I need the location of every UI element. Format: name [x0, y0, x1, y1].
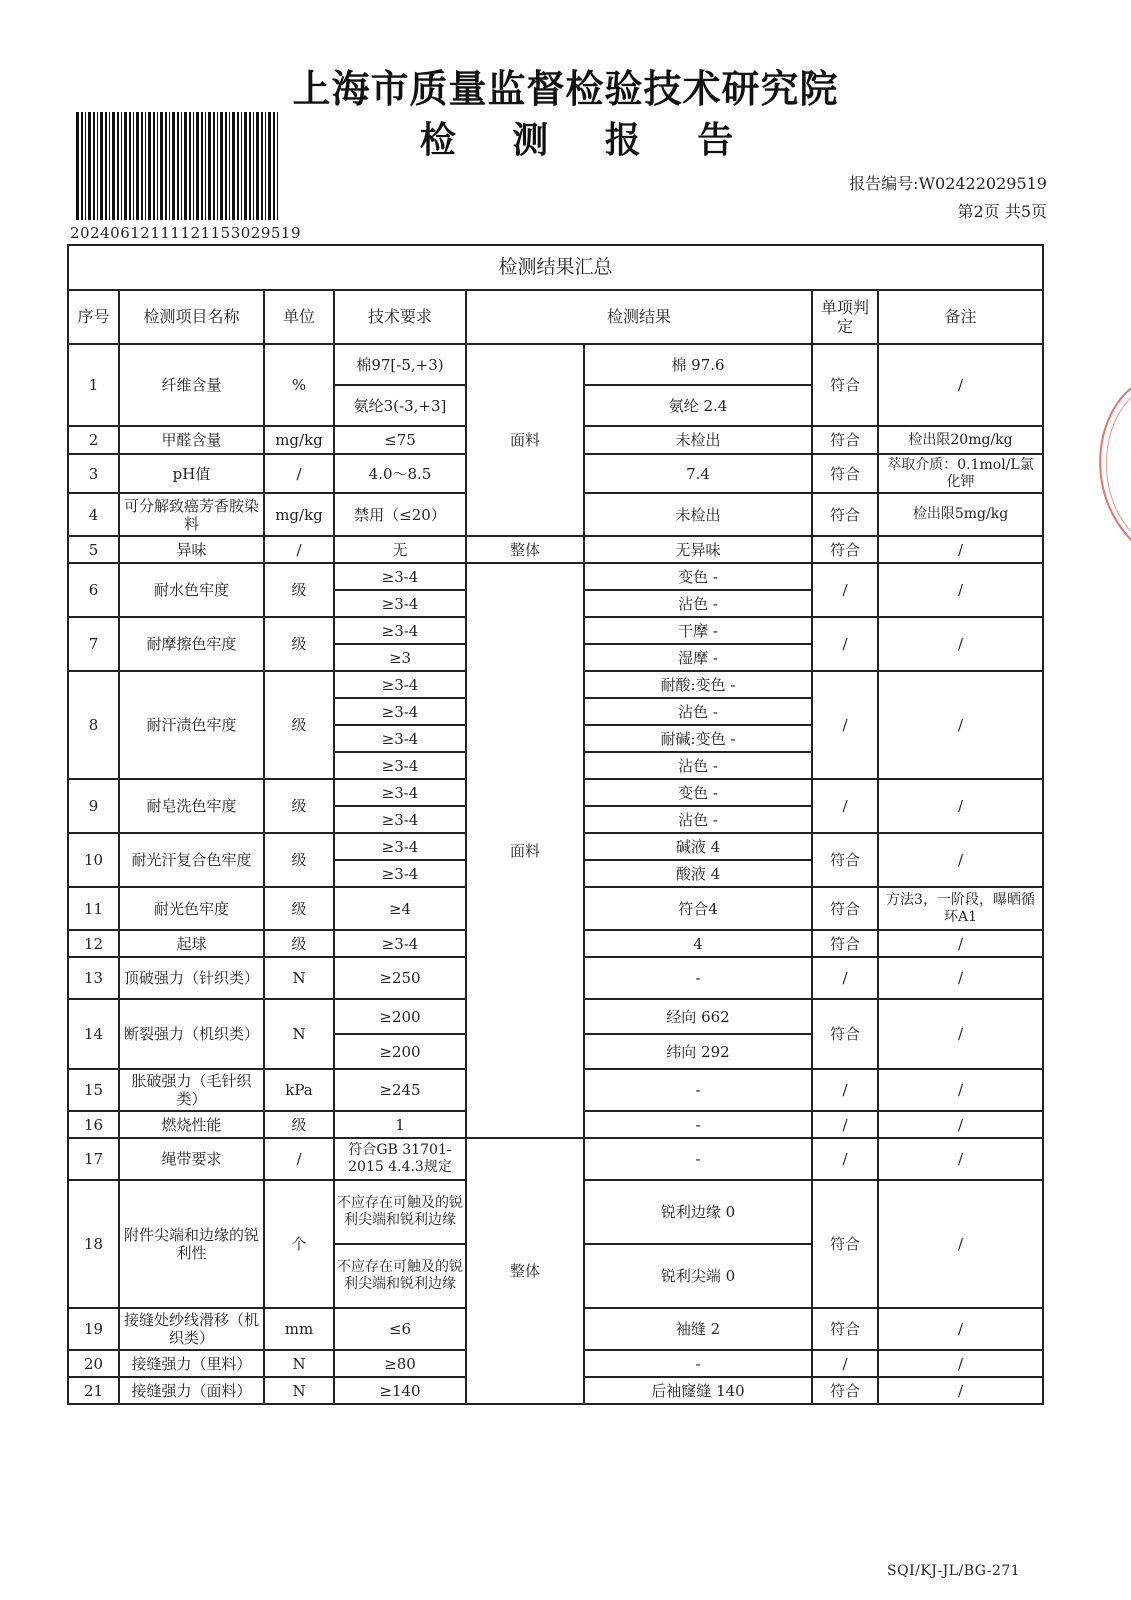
cell-unit: % [264, 344, 334, 426]
cell-seq: 9 [68, 779, 119, 833]
cell-item: 耐光汗复合色牢度 [119, 833, 264, 887]
cell-unit: mg/kg [264, 493, 334, 536]
cell-result: 经向 662 [584, 999, 812, 1034]
cell-item: 接缝处纱线滑移（机织类） [119, 1308, 264, 1350]
barcode-bar [193, 112, 194, 220]
cell-requirement: ≥3-4 [334, 617, 466, 644]
cell-unit: 个 [264, 1180, 334, 1308]
barcode-bar [76, 112, 79, 220]
cell-result: 碱液 4 [584, 833, 812, 860]
barcode-number: 20240612111121153029519 [70, 224, 301, 242]
cell-requirement: ≥200 [334, 999, 466, 1034]
cell-remark: / [878, 1069, 1043, 1111]
barcode-bar [229, 112, 230, 220]
report-number: 报告编号:W02422029519 [849, 174, 1047, 193]
cell-item: 燃烧性能 [119, 1111, 264, 1138]
cell-judgement: / [812, 779, 878, 833]
cell-remark: / [878, 1350, 1043, 1377]
cell-item: 异味 [119, 536, 264, 563]
cell-result: 纬向 292 [584, 1034, 812, 1069]
cell-unit: N [264, 999, 334, 1069]
cell-item: 附件尖端和边缘的锐利性 [119, 1180, 264, 1308]
cell-unit: 级 [264, 1111, 334, 1138]
cell-result: 锐利边缘 0 [584, 1180, 812, 1244]
barcode-bar [93, 112, 95, 220]
barcode-bar [177, 112, 179, 220]
cell-seq: 4 [68, 493, 119, 536]
barcode-bar [124, 112, 127, 220]
cell-unit: 级 [264, 617, 334, 671]
cell-seq: 1 [68, 344, 119, 426]
cell-item: 顶破强力（针织类） [119, 957, 264, 999]
barcode-bar [184, 112, 187, 220]
barcode-bar [205, 112, 206, 220]
cell-seq: 20 [68, 1350, 119, 1377]
institute-name: 上海市质量监督检验技术研究院 [292, 67, 839, 111]
cell-judgement: 符合 [812, 1308, 878, 1350]
cell-requirement: ≥3-4 [334, 806, 466, 833]
barcode-bar [133, 112, 134, 220]
cell-result: 氨纶 2.4 [584, 385, 812, 426]
cell-judgement: 符合 [812, 344, 878, 426]
cell-seq: 19 [68, 1308, 119, 1350]
results-table [67, 244, 1044, 1405]
cell-remark: / [878, 1111, 1043, 1138]
cell-requirement: ≤75 [334, 426, 466, 454]
cell-seq: 6 [68, 563, 119, 617]
barcode-bar [157, 112, 158, 220]
cell-item: 耐皂洗色牢度 [119, 779, 264, 833]
table-row [68, 344, 1043, 385]
cell-unit: N [264, 957, 334, 999]
cell-result: 4 [584, 930, 812, 957]
cell-requirement: ≥250 [334, 957, 466, 999]
cell-requirement: ≥245 [334, 1069, 466, 1111]
cell-judgement: 符合 [812, 454, 878, 493]
cell-seq: 21 [68, 1377, 119, 1404]
barcode-bar [189, 112, 191, 220]
cell-seq: 17 [68, 1138, 119, 1180]
cell-unit: 级 [264, 930, 334, 957]
cell-requirement: ≥3 [334, 644, 466, 671]
cell-item: 可分解致癌芳香胺染料 [119, 493, 264, 536]
cell-judgement: / [812, 1138, 878, 1180]
cell-judgement: 符合 [812, 1377, 878, 1404]
barcode-bar [196, 112, 199, 220]
cell-remark: / [878, 1138, 1043, 1180]
cell-judgement: / [812, 1069, 878, 1111]
cell-seq: 8 [68, 671, 119, 779]
cell-seq: 2 [68, 426, 119, 454]
cell-sample: 面料 [466, 344, 584, 536]
barcode-bar [208, 112, 211, 220]
barcode-bar [237, 112, 239, 220]
cell-judgement: 符合 [812, 930, 878, 957]
cell-result: 未检出 [584, 426, 812, 454]
barcode-bar [117, 112, 119, 220]
cell-item: 胀破强力（毛针织类） [119, 1069, 264, 1111]
cell-seq: 10 [68, 833, 119, 887]
barcode-bar [160, 112, 163, 220]
barcode-bar [112, 112, 115, 220]
cell-unit: N [264, 1377, 334, 1404]
barcode-bar [273, 112, 275, 220]
cell-remark: / [878, 779, 1043, 833]
cell-result: - [584, 1069, 812, 1111]
cell-requirement: ≥3-4 [334, 563, 466, 590]
cell-requirement: ≥3-4 [334, 752, 466, 779]
barcode-bar [172, 112, 175, 220]
barcode [76, 112, 280, 220]
barcode-bar [253, 112, 254, 220]
barcode-bar [268, 112, 271, 220]
barcode-bar [249, 112, 251, 220]
cell-unit: 级 [264, 779, 334, 833]
cell-judgement: 符合 [812, 999, 878, 1069]
cell-judgement: / [812, 671, 878, 779]
cell-requirement: ≥3-4 [334, 860, 466, 887]
cell-seq: 13 [68, 957, 119, 999]
cell-seq: 3 [68, 454, 119, 493]
cell-requirement: 氨纶3(-3,+3] [334, 385, 466, 426]
header-item: 检测项目名称 [119, 290, 264, 344]
cell-sample: 整体 [466, 1138, 584, 1404]
cell-requirement: ≥80 [334, 1350, 466, 1377]
cell-sample: 整体 [466, 536, 584, 563]
cell-result: 沾色 - [584, 590, 812, 617]
cell-requirement: ≥3-4 [334, 590, 466, 617]
barcode-bar [265, 112, 266, 220]
cell-seq: 18 [68, 1180, 119, 1308]
cell-seq: 16 [68, 1111, 119, 1138]
cell-item: 甲醛含量 [119, 426, 264, 454]
barcode-bar [109, 112, 110, 220]
cell-requirement: 符合GB 31701-2015 4.4.3规定 [334, 1138, 466, 1180]
cell-remark: 萃取介质：0.1mol/L氯化钾 [878, 454, 1043, 493]
cell-unit: / [264, 454, 334, 493]
cell-unit: 级 [264, 833, 334, 887]
cell-requirement: ≥140 [334, 1377, 466, 1404]
cell-remark: / [878, 833, 1043, 887]
cell-result: 耐酸:变色 - [584, 671, 812, 698]
cell-result: 未检出 [584, 493, 812, 536]
cell-result: 棉 97.6 [584, 344, 812, 385]
cell-result: 沾色 - [584, 752, 812, 779]
barcode-bar [141, 112, 143, 220]
cell-result: - [584, 1138, 812, 1180]
page-info: 第2页 共5页 [957, 202, 1047, 221]
barcode-bar [105, 112, 107, 220]
cell-unit: mm [264, 1308, 334, 1350]
barcode-bar [145, 112, 146, 220]
cell-seq: 15 [68, 1069, 119, 1111]
barcode-bar [261, 112, 263, 220]
barcode-bar [225, 112, 227, 220]
cell-requirement: ≥3-4 [334, 779, 466, 806]
cell-judgement: 符合 [812, 1180, 878, 1308]
cell-result: - [584, 1350, 812, 1377]
cell-result: 锐利尖端 0 [584, 1244, 812, 1308]
cell-item: 耐光色牢度 [119, 887, 264, 930]
cell-unit: 级 [264, 563, 334, 617]
barcode-bar [148, 112, 151, 220]
cell-requirement: 无 [334, 536, 466, 563]
cell-judgement: 符合 [812, 887, 878, 930]
barcode-bar [169, 112, 170, 220]
cell-unit: N [264, 1350, 334, 1377]
cell-judgement: / [812, 563, 878, 617]
cell-remark: / [878, 1180, 1043, 1308]
cell-item: 耐汗渍色牢度 [119, 671, 264, 779]
seal-stamp [1082, 380, 1131, 550]
cell-result: 耐碱:变色 - [584, 725, 812, 752]
cell-requirement: ≥200 [334, 1034, 466, 1069]
cell-remark: / [878, 563, 1043, 617]
cell-requirement: 4.0～8.5 [334, 454, 466, 493]
cell-seq: 14 [68, 999, 119, 1069]
header-seq: 序号 [68, 290, 119, 344]
cell-item: 接缝强力（里料） [119, 1350, 264, 1377]
cell-remark: / [878, 671, 1043, 779]
cell-sample: 面料 [466, 563, 584, 1138]
barcode-bar [217, 112, 218, 220]
cell-unit: / [264, 1138, 334, 1180]
cell-result: 沾色 - [584, 806, 812, 833]
barcode-bar [136, 112, 139, 220]
cell-requirement: ≥3-4 [334, 725, 466, 752]
cell-judgement: / [812, 957, 878, 999]
header-judgement: 单项判定 [812, 290, 878, 344]
barcode-bar [256, 112, 259, 220]
cell-result: - [584, 957, 812, 999]
cell-judgement: 符合 [812, 833, 878, 887]
table-caption: 检测结果汇总 [68, 245, 1043, 290]
cell-seq: 11 [68, 887, 119, 930]
cell-remark: / [878, 1377, 1043, 1404]
cell-seq: 5 [68, 536, 119, 563]
table-row [68, 1138, 1043, 1180]
cell-item: 起球 [119, 930, 264, 957]
cell-remark: / [878, 930, 1043, 957]
cell-judgement: 符合 [812, 493, 878, 536]
cell-seq: 7 [68, 617, 119, 671]
cell-result: 湿摩 - [584, 644, 812, 671]
cell-requirement: 禁用（≤20） [334, 493, 466, 536]
barcode-bar [277, 112, 278, 220]
cell-remark: 检出限20mg/kg [878, 426, 1043, 454]
cell-requirement: 不应存在可触及的锐利尖端和锐利边缘 [334, 1244, 466, 1308]
cell-result: 沾色 - [584, 698, 812, 725]
cell-requirement: ≥3-4 [334, 671, 466, 698]
cell-item: 接缝强力（面料） [119, 1377, 264, 1404]
cell-result: 符合4 [584, 887, 812, 930]
cell-item: 纤维含量 [119, 344, 264, 426]
header-result: 检测结果 [466, 290, 812, 344]
cell-unit: / [264, 536, 334, 563]
cell-remark: / [878, 957, 1043, 999]
barcode-bar [181, 112, 182, 220]
cell-remark: / [878, 999, 1043, 1069]
header-remark: 备注 [878, 290, 1043, 344]
cell-result: 无异味 [584, 536, 812, 563]
cell-unit: kPa [264, 1069, 334, 1111]
cell-unit: 级 [264, 671, 334, 779]
cell-requirement: 不应存在可触及的锐利尖端和锐利边缘 [334, 1180, 466, 1244]
cell-item: pH值 [119, 454, 264, 493]
cell-remark: / [878, 536, 1043, 563]
cell-item: 耐水色牢度 [119, 563, 264, 617]
barcode-bar [97, 112, 98, 220]
cell-result: - [584, 1111, 812, 1138]
cell-judgement: 符合 [812, 536, 878, 563]
cell-judgement: / [812, 1111, 878, 1138]
barcode-bar [201, 112, 203, 220]
barcode-bar [241, 112, 242, 220]
header-unit: 单位 [264, 290, 334, 344]
cell-requirement: ≥3-4 [334, 833, 466, 860]
barcode-bar [244, 112, 247, 220]
cell-result: 变色 - [584, 779, 812, 806]
footer-code: SQI/KJ-JL/BG-271 [887, 1563, 1021, 1579]
table-row [68, 536, 1043, 563]
table-row [68, 563, 1043, 590]
header-requirement: 技术要求 [334, 290, 466, 344]
cell-requirement: 棉97[-5,+3) [334, 344, 466, 385]
cell-seq: 12 [68, 930, 119, 957]
cell-requirement: 1 [334, 1111, 466, 1138]
barcode-bar [85, 112, 86, 220]
barcode-bar [165, 112, 167, 220]
cell-remark: / [878, 1308, 1043, 1350]
cell-judgement: / [812, 1350, 878, 1377]
cell-result: 7.4 [584, 454, 812, 493]
document-title: 检 测 报 告 [419, 120, 756, 161]
cell-item: 绳带要求 [119, 1138, 264, 1180]
barcode-bar [153, 112, 155, 220]
cell-item: 耐摩擦色牢度 [119, 617, 264, 671]
barcode-bar [81, 112, 83, 220]
cell-result: 酸液 4 [584, 860, 812, 887]
cell-remark: / [878, 617, 1043, 671]
barcode-bar [220, 112, 223, 220]
barcode-bar [100, 112, 103, 220]
cell-result: 变色 - [584, 563, 812, 590]
cell-judgement: 符合 [812, 426, 878, 454]
cell-result: 后袖窿缝 140 [584, 1377, 812, 1404]
cell-result: 袖缝 2 [584, 1308, 812, 1350]
barcode-bar [129, 112, 131, 220]
barcode-bar [213, 112, 215, 220]
cell-requirement: ≥4 [334, 887, 466, 930]
barcode-bar [232, 112, 235, 220]
cell-requirement: ≥3-4 [334, 698, 466, 725]
cell-requirement: ≤6 [334, 1308, 466, 1350]
cell-item: 断裂强力（机织类） [119, 999, 264, 1069]
cell-result: 干摩 - [584, 617, 812, 644]
cell-unit: 级 [264, 887, 334, 930]
barcode-bar [121, 112, 122, 220]
cell-remark: 检出限5mg/kg [878, 493, 1043, 536]
cell-remark: 方法3，一阶段，曝晒循环A1 [878, 887, 1043, 930]
cell-unit: mg/kg [264, 426, 334, 454]
barcode-bar [88, 112, 91, 220]
cell-judgement: / [812, 617, 878, 671]
cell-remark: / [878, 344, 1043, 426]
cell-requirement: ≥3-4 [334, 930, 466, 957]
